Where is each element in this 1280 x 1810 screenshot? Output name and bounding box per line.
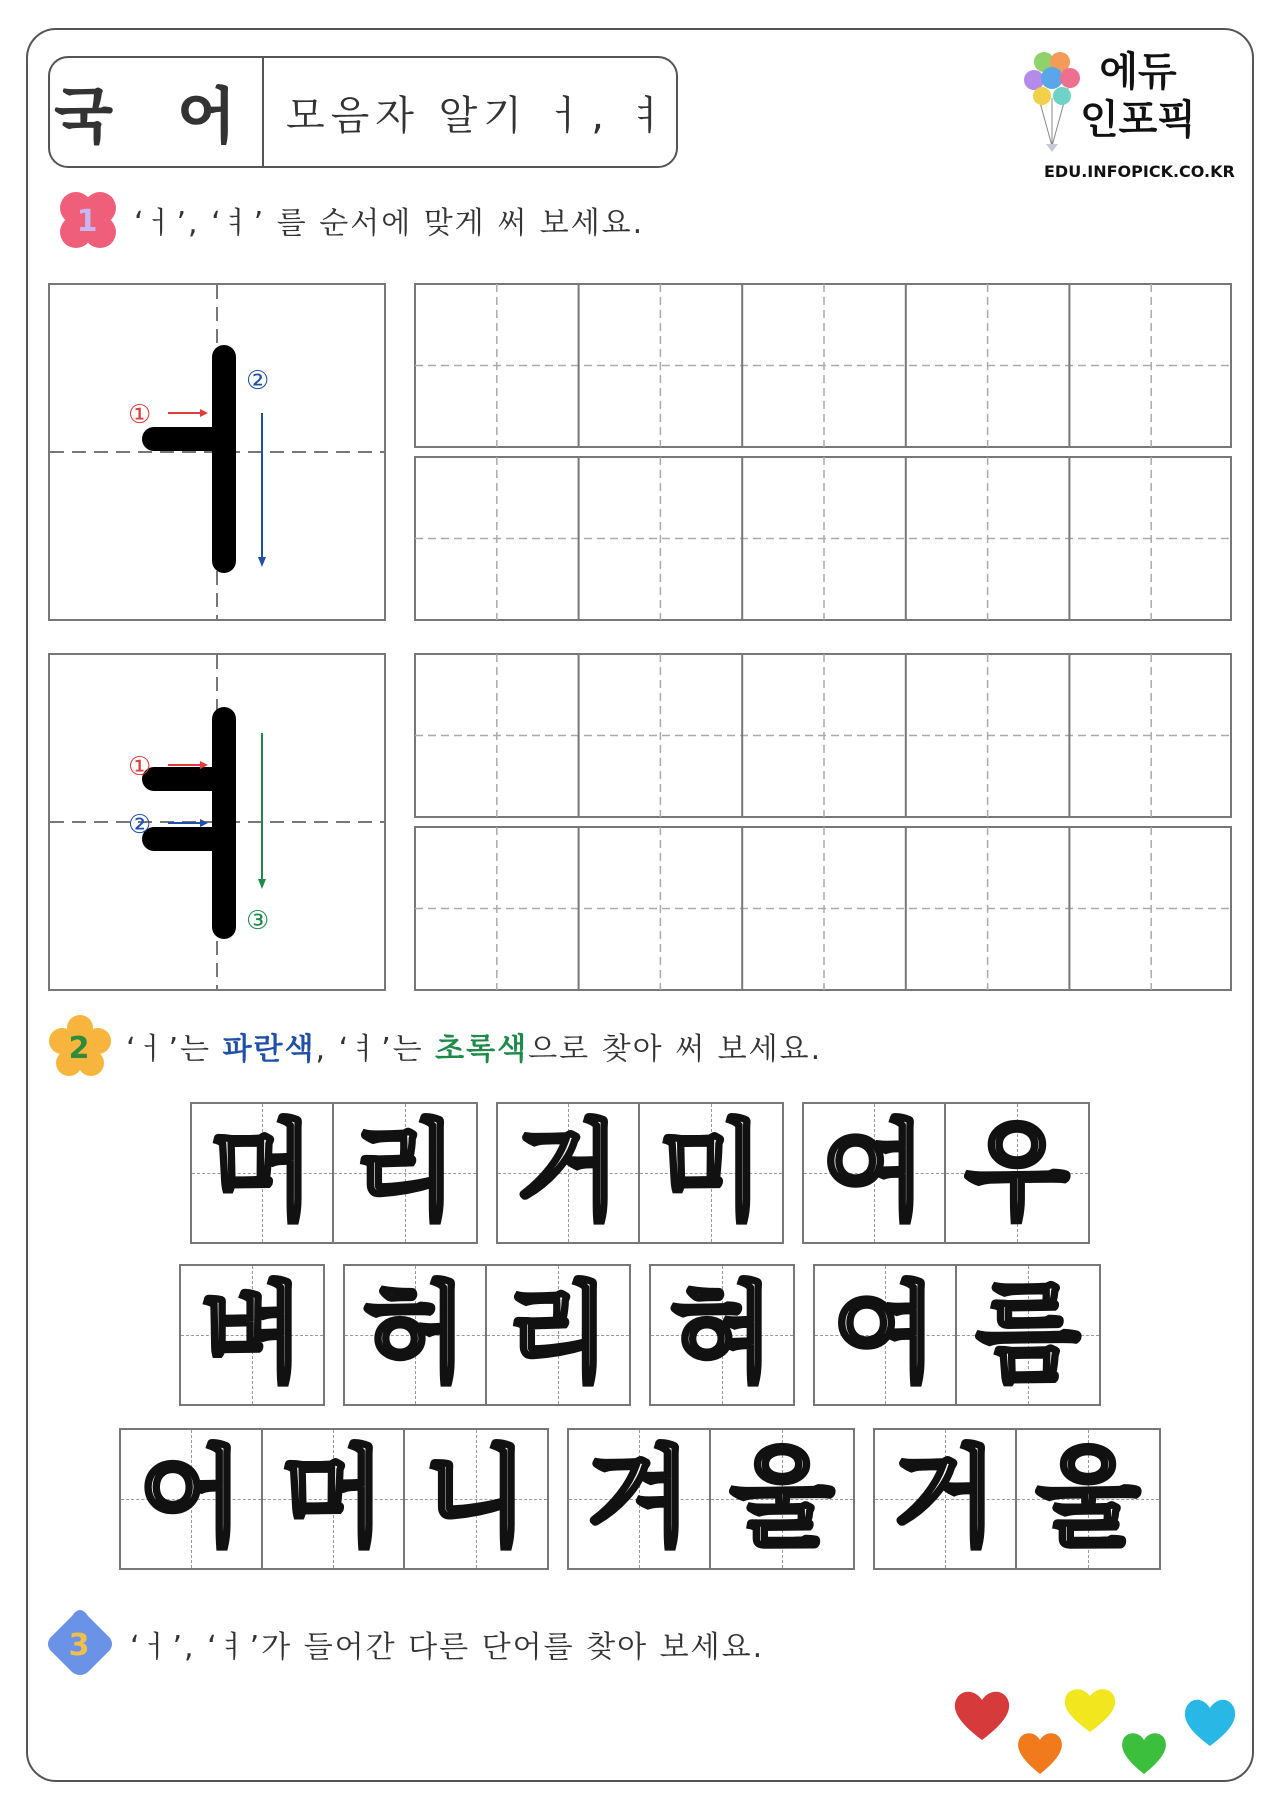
word-card[interactable] xyxy=(190,1102,478,1244)
logo xyxy=(1022,48,1244,188)
outline-character: 머 xyxy=(280,1436,386,1561)
outline-character: 우 xyxy=(964,1110,1070,1235)
word-card[interactable] xyxy=(496,1102,784,1244)
outline-character: 혀 xyxy=(669,1272,775,1397)
outline-character: 겨 xyxy=(586,1436,692,1561)
word-card[interactable] xyxy=(567,1428,855,1570)
outline-character: 미 xyxy=(658,1110,764,1235)
section3-instruction: ‘ㅓ’, ‘ㅕ’가 들어간 다른 단어를 찾아 보세요. xyxy=(130,1630,765,1665)
practice-grid-1[interactable] xyxy=(414,283,1236,623)
word-card[interactable] xyxy=(649,1264,795,1406)
word-cell xyxy=(487,1266,629,1404)
logo-name xyxy=(1080,48,1196,144)
stroke-demo-yeo xyxy=(48,653,386,991)
word-cell xyxy=(192,1104,334,1242)
section1-heading xyxy=(56,188,644,252)
diamond-badge-3-icon xyxy=(44,1608,116,1680)
word-cell xyxy=(498,1104,640,1242)
outline-character: 름 xyxy=(975,1272,1081,1397)
hearts-decoration xyxy=(948,1670,1248,1780)
stroke-1-label: ① xyxy=(128,752,152,782)
outline-character: 니 xyxy=(423,1436,529,1561)
outline-character: 어 xyxy=(138,1436,244,1561)
section1-instruction: ‘ㅓ’, ‘ㅕ’ 를 순서에 맞게 써 보세요. xyxy=(134,206,645,241)
word-cell xyxy=(405,1430,547,1568)
stroke-2-label: ② xyxy=(128,810,152,840)
word-cell xyxy=(815,1266,957,1404)
word-cell xyxy=(957,1266,1099,1404)
word-card[interactable] xyxy=(873,1428,1161,1570)
word-cell xyxy=(121,1430,263,1568)
balloons-icon xyxy=(1022,48,1082,158)
section2-heading xyxy=(48,1014,822,1078)
section3-number: 3 xyxy=(68,1628,92,1663)
word-cell xyxy=(640,1104,782,1242)
outline-character: 울 xyxy=(729,1436,835,1561)
logo-line2: 인포픽 xyxy=(1080,97,1196,143)
outline-character: 울 xyxy=(1035,1436,1141,1561)
word-cell xyxy=(1017,1430,1159,1568)
word-cell xyxy=(946,1104,1088,1242)
word-cell xyxy=(181,1266,323,1404)
green-heart-icon xyxy=(1122,1733,1166,1774)
instr-part-3: , ‘ㅕ’는 xyxy=(315,1032,436,1067)
stroke-3-label: ③ xyxy=(246,906,270,936)
outline-character: 여 xyxy=(821,1110,927,1235)
word-cell xyxy=(711,1430,853,1568)
word-cell xyxy=(345,1266,487,1404)
word-cell xyxy=(875,1430,1017,1568)
word-cell xyxy=(651,1266,793,1404)
orange-heart-icon xyxy=(1018,1733,1062,1774)
outline-character: 벼 xyxy=(199,1272,305,1397)
word-card[interactable] xyxy=(802,1102,1090,1244)
outline-character: 거 xyxy=(892,1436,998,1561)
instr-part-1: ‘ㅓ’는 xyxy=(126,1032,223,1067)
blue-heart-icon xyxy=(1185,1700,1235,1746)
outline-character: 리 xyxy=(505,1272,611,1397)
outline-character: 허 xyxy=(362,1272,468,1397)
outline-character: 거 xyxy=(515,1110,621,1235)
logo-line1: 에듀 xyxy=(1099,49,1177,95)
stroke-2-label: ② xyxy=(246,366,270,396)
red-heart-icon xyxy=(955,1692,1009,1740)
instr-blue-word: 파란색 xyxy=(222,1032,316,1067)
flower-badge-1-icon xyxy=(56,188,120,252)
logo-url: EDU.INFOPICK.CO.KR xyxy=(1044,162,1235,181)
word-cell xyxy=(569,1430,711,1568)
yellow-heart-icon xyxy=(1065,1689,1115,1732)
outline-character: 머 xyxy=(209,1110,315,1235)
section3-heading xyxy=(44,1608,764,1680)
instr-green-word: 초록색 xyxy=(435,1032,529,1067)
instr-part-5: 으로 찾아 써 보세요. xyxy=(528,1032,823,1067)
word-card[interactable] xyxy=(119,1428,549,1570)
section1-number: 1 xyxy=(76,204,100,239)
stroke-1-label: ① xyxy=(128,400,152,430)
subject-title: 국 어 xyxy=(50,58,264,166)
word-cell xyxy=(263,1430,405,1568)
section2-number: 2 xyxy=(68,1031,92,1066)
topic-title: 모음자 알기 ㅓ, ㅕ xyxy=(286,92,674,139)
outline-character: 리 xyxy=(352,1110,458,1235)
word-cell xyxy=(334,1104,476,1242)
word-card[interactable] xyxy=(343,1264,631,1406)
word-cell xyxy=(804,1104,946,1242)
flower-badge-2-icon xyxy=(48,1014,112,1078)
outline-character: 여 xyxy=(832,1272,938,1397)
word-card[interactable] xyxy=(179,1264,325,1406)
word-card[interactable] xyxy=(813,1264,1101,1406)
section2-instruction xyxy=(126,1024,822,1068)
practice-grid-2[interactable] xyxy=(414,653,1236,993)
title-box xyxy=(48,56,678,168)
stroke-demo-eo xyxy=(48,283,386,621)
